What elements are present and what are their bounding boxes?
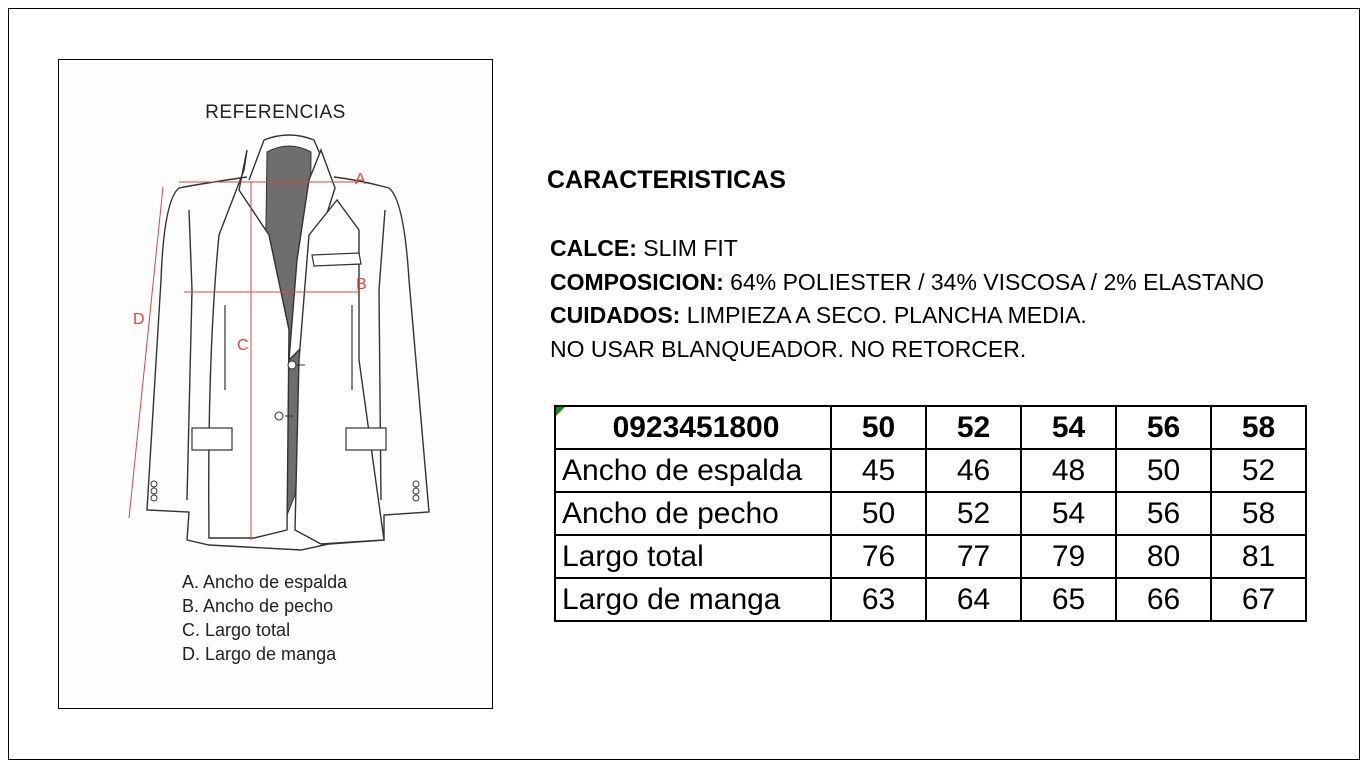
table-cell[interactable]: 50 bbox=[831, 492, 926, 535]
fit-line bbox=[550, 232, 1264, 266]
size-header[interactable]: 50 bbox=[831, 406, 926, 449]
jacket-diagram bbox=[59, 60, 494, 580]
fit-value: SLIM FIT bbox=[643, 235, 738, 261]
table-cell[interactable]: 79 bbox=[1021, 535, 1116, 578]
marker-b: B bbox=[356, 276, 367, 293]
care-label: CUIDADOS: bbox=[550, 302, 681, 328]
table-cell[interactable]: 50 bbox=[1116, 449, 1211, 492]
legend-item-d: D. Largo de manga bbox=[182, 644, 337, 664]
table-cell[interactable]: 67 bbox=[1211, 578, 1306, 621]
size-header[interactable]: 54 bbox=[1021, 406, 1116, 449]
product-code: 0923451800 bbox=[612, 410, 780, 444]
table-cell[interactable]: 64 bbox=[926, 578, 1021, 621]
table-cell[interactable]: 58 bbox=[1211, 492, 1306, 535]
size-header[interactable]: 52 bbox=[926, 406, 1021, 449]
table-cell[interactable]: 76 bbox=[831, 535, 926, 578]
references-legend bbox=[182, 570, 347, 666]
size-header[interactable]: 56 bbox=[1116, 406, 1211, 449]
table-cell[interactable]: 52 bbox=[926, 492, 1021, 535]
table-cell[interactable]: 63 bbox=[831, 578, 926, 621]
fit-label: CALCE: bbox=[550, 235, 637, 261]
table-cell[interactable]: 65 bbox=[1021, 578, 1116, 621]
marker-d: D bbox=[133, 311, 145, 328]
marker-c: C bbox=[237, 337, 249, 354]
table-header-row bbox=[555, 406, 1306, 449]
composition-label: COMPOSICION: bbox=[550, 268, 724, 295]
care-line-2: NO USAR BLANQUEADOR. NO RETORCER. bbox=[550, 335, 1027, 362]
references-panel bbox=[58, 59, 493, 709]
table-cell[interactable]: 52 bbox=[1211, 449, 1306, 492]
care-line bbox=[550, 299, 1264, 333]
row-label[interactable]: Largo de manga bbox=[555, 578, 831, 621]
cell-marker-icon bbox=[556, 407, 565, 416]
legend-item-a: A. Ancho de espalda bbox=[182, 572, 348, 592]
characteristics-specs bbox=[550, 232, 1264, 366]
row-label[interactable]: Largo total bbox=[555, 535, 831, 578]
legend-item-b: B. Ancho de pecho bbox=[182, 596, 334, 616]
row-label[interactable]: Ancho de espalda bbox=[555, 449, 831, 492]
care-value: LIMPIEZA A SECO. PLANCHA MEDIA. bbox=[686, 302, 1087, 328]
table-row bbox=[555, 449, 1306, 492]
legend-item-c: C. Largo total bbox=[182, 620, 291, 640]
size-header[interactable]: 58 bbox=[1211, 406, 1306, 449]
composition-value: 64% POLIESTER / 34% VISCOSA / 2% ELASTANO bbox=[730, 268, 1265, 295]
table-cell[interactable]: 80 bbox=[1116, 535, 1211, 578]
table-cell[interactable]: 77 bbox=[926, 535, 1021, 578]
table-cell[interactable]: 48 bbox=[1021, 449, 1116, 492]
table-cell[interactable]: 45 bbox=[831, 449, 926, 492]
row-label[interactable]: Ancho de pecho bbox=[555, 492, 831, 535]
size-table bbox=[554, 405, 1307, 622]
table-cell[interactable]: 81 bbox=[1211, 535, 1306, 578]
characteristics-heading: CARACTERISTICAS bbox=[547, 166, 786, 194]
table-row bbox=[555, 578, 1306, 621]
table-cell[interactable]: 54 bbox=[1021, 492, 1116, 535]
table-cell[interactable]: 66 bbox=[1116, 578, 1211, 621]
table-row bbox=[555, 535, 1306, 578]
composition-line bbox=[550, 266, 1264, 300]
references-title: REFERENCIAS bbox=[205, 102, 346, 123]
table-row bbox=[555, 492, 1306, 535]
marker-a: A bbox=[355, 171, 366, 188]
product-code-cell[interactable] bbox=[555, 406, 831, 449]
table-cell[interactable]: 56 bbox=[1116, 492, 1211, 535]
table-cell[interactable]: 46 bbox=[926, 449, 1021, 492]
